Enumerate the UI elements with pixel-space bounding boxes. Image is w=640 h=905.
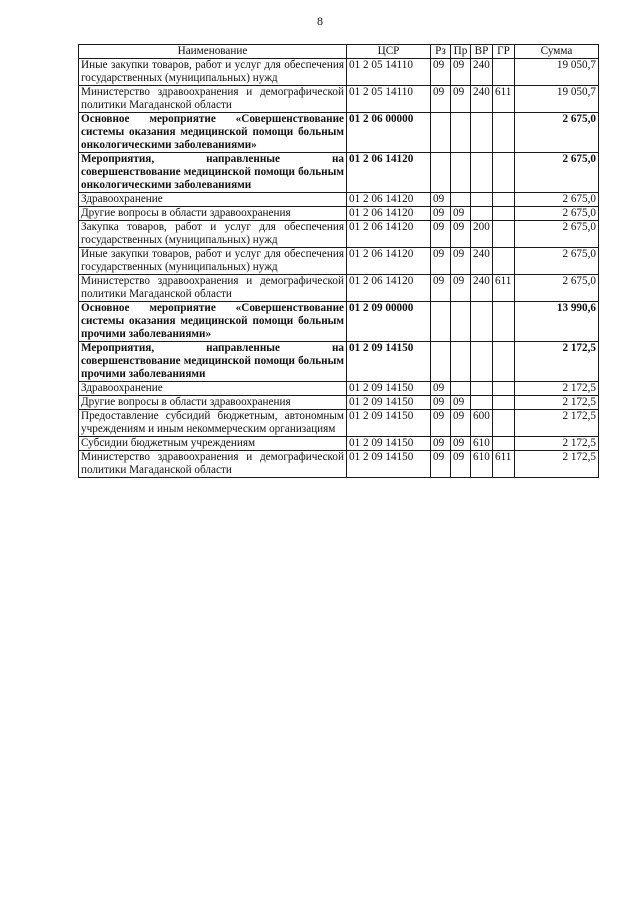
cell-pr: 09 [451,451,471,478]
cell-name: Другие вопросы в области здравоохранения [79,396,347,410]
cell-pr [451,342,471,382]
cell-csr: 01 2 09 14150 [347,437,431,451]
cell-sum: 2 172,5 [515,437,599,451]
cell-csr: 01 2 06 14120 [347,248,431,275]
cell-pr: 09 [451,410,471,437]
table-row [79,248,599,275]
cell-csr: 01 2 05 14110 [347,86,431,113]
cell-rz: 09 [431,193,451,207]
table-row [79,302,599,342]
cell-csr: 01 2 06 14120 [347,207,431,221]
cell-csr: 01 2 05 14110 [347,59,431,86]
cell-gr [493,437,515,451]
cell-vr: 240 [471,248,493,275]
cell-rz: 09 [431,275,451,302]
cell-rz [431,342,451,382]
cell-name: Основное мероприятие «Совершенствование системы оказания медицинской помощи больным онкологическими заболеваниями» [79,113,347,153]
cell-name: Министерство здравоохранения и демографической политики Магаданской области [79,451,347,478]
cell-sum: 2 675,0 [515,275,599,302]
cell-name: Мероприятия, направленные на совершенствование медицинской помощи больным прочими заболеваниями [79,342,347,382]
header-rz: Рз [431,45,451,59]
table-row [79,275,599,302]
cell-vr [471,302,493,342]
cell-vr: 600 [471,410,493,437]
cell-sum: 2 675,0 [515,153,599,193]
cell-sum: 19 050,7 [515,59,599,86]
cell-name: Иные закупки товаров, работ и услуг для обеспечения государственных (муниципальных) нужд [79,248,347,275]
table-row [79,396,599,410]
cell-csr: 01 2 09 00000 [347,302,431,342]
cell-sum: 2 675,0 [515,113,599,153]
cell-pr [451,193,471,207]
cell-name: Здравоохранение [79,193,347,207]
cell-csr: 01 2 06 14120 [347,221,431,248]
cell-gr: 611 [493,86,515,113]
cell-vr [471,113,493,153]
cell-name: Министерство здравоохранения и демографической политики Магаданской области [79,275,347,302]
header-pr: Пр [451,45,471,59]
cell-csr: 01 2 06 14120 [347,193,431,207]
cell-gr [493,382,515,396]
cell-rz: 09 [431,410,451,437]
table-header-row [79,45,599,59]
cell-gr [493,221,515,248]
cell-sum: 2 172,5 [515,382,599,396]
table-body [79,59,599,478]
header-name: Наименование [79,45,347,59]
cell-sum: 2 172,5 [515,410,599,437]
cell-rz: 09 [431,248,451,275]
cell-rz: 09 [431,221,451,248]
budget-table [78,44,599,478]
cell-rz [431,113,451,153]
cell-vr: 240 [471,59,493,86]
table-row [79,437,599,451]
cell-gr [493,113,515,153]
cell-sum: 2 172,5 [515,396,599,410]
cell-name: Здравоохранение [79,382,347,396]
cell-gr: 611 [493,275,515,302]
cell-vr: 610 [471,451,493,478]
header-vr: ВР [471,45,493,59]
header-gr: ГР [493,45,515,59]
cell-name: Предоставление субсидий бюджетным, автономным учреждениям и иным некоммерческим организациям [79,410,347,437]
table-row [79,451,599,478]
cell-name: Мероприятия, направленные на совершенствование медицинской помощи больным онкологическими заболеваниями [79,153,347,193]
cell-sum: 2 172,5 [515,451,599,478]
cell-vr: 610 [471,437,493,451]
cell-sum: 2 675,0 [515,221,599,248]
cell-rz: 09 [431,382,451,396]
cell-pr: 09 [451,396,471,410]
cell-vr: 200 [471,221,493,248]
cell-csr: 01 2 09 14150 [347,342,431,382]
cell-sum: 2 172,5 [515,342,599,382]
cell-sum: 19 050,7 [515,86,599,113]
cell-pr: 09 [451,207,471,221]
table-row [79,410,599,437]
cell-csr: 01 2 06 00000 [347,113,431,153]
cell-csr: 01 2 09 14150 [347,382,431,396]
cell-sum: 2 675,0 [515,193,599,207]
cell-csr: 01 2 09 14150 [347,451,431,478]
cell-sum: 2 675,0 [515,207,599,221]
cell-pr [451,382,471,396]
table-row [79,382,599,396]
cell-vr [471,193,493,207]
cell-rz: 09 [431,451,451,478]
cell-name: Закупка товаров, работ и услуг для обеспечения государственных (муниципальных) нужд [79,221,347,248]
cell-pr: 09 [451,275,471,302]
cell-gr [493,207,515,221]
page-number: 8 [317,14,323,28]
table-row [79,207,599,221]
cell-vr [471,153,493,193]
cell-pr [451,153,471,193]
cell-gr: 611 [493,451,515,478]
header-sum: Сумма [515,45,599,59]
cell-gr [493,410,515,437]
cell-rz: 09 [431,86,451,113]
cell-rz: 09 [431,437,451,451]
cell-gr [493,396,515,410]
cell-rz [431,302,451,342]
cell-rz: 09 [431,396,451,410]
table-row [79,59,599,86]
cell-sum: 13 990,6 [515,302,599,342]
cell-pr [451,113,471,153]
table-row [79,193,599,207]
cell-name: Субсидии бюджетным учреждениям [79,437,347,451]
cell-gr [493,153,515,193]
cell-name: Другие вопросы в области здравоохранения [79,207,347,221]
cell-pr: 09 [451,437,471,451]
cell-name: Основное мероприятие «Совершенствование системы оказания медицинской помощи больным прочими заболеваниями» [79,302,347,342]
table-row [79,342,599,382]
cell-vr: 240 [471,86,493,113]
cell-pr: 09 [451,221,471,248]
cell-gr [493,342,515,382]
cell-csr: 01 2 06 14120 [347,153,431,193]
cell-pr: 09 [451,86,471,113]
table-row [79,153,599,193]
cell-gr [493,193,515,207]
cell-pr: 09 [451,248,471,275]
cell-vr: 240 [471,275,493,302]
cell-gr [493,59,515,86]
cell-csr: 01 2 06 14120 [347,275,431,302]
cell-gr [493,248,515,275]
cell-csr: 01 2 09 14150 [347,396,431,410]
cell-pr: 09 [451,59,471,86]
cell-sum: 2 675,0 [515,248,599,275]
cell-rz: 09 [431,207,451,221]
cell-pr [451,302,471,342]
cell-rz [431,153,451,193]
cell-csr: 01 2 09 14150 [347,410,431,437]
cell-rz: 09 [431,59,451,86]
table-row [79,221,599,248]
cell-vr [471,396,493,410]
table-row [79,113,599,153]
cell-vr [471,207,493,221]
cell-gr [493,302,515,342]
table-row [79,86,599,113]
cell-name: Министерство здравоохранения и демографической политики Магаданской области [79,86,347,113]
cell-vr [471,342,493,382]
cell-name: Иные закупки товаров, работ и услуг для обеспечения государственных (муниципальных) нужд [79,59,347,86]
header-csr: ЦСР [347,45,431,59]
cell-vr [471,382,493,396]
